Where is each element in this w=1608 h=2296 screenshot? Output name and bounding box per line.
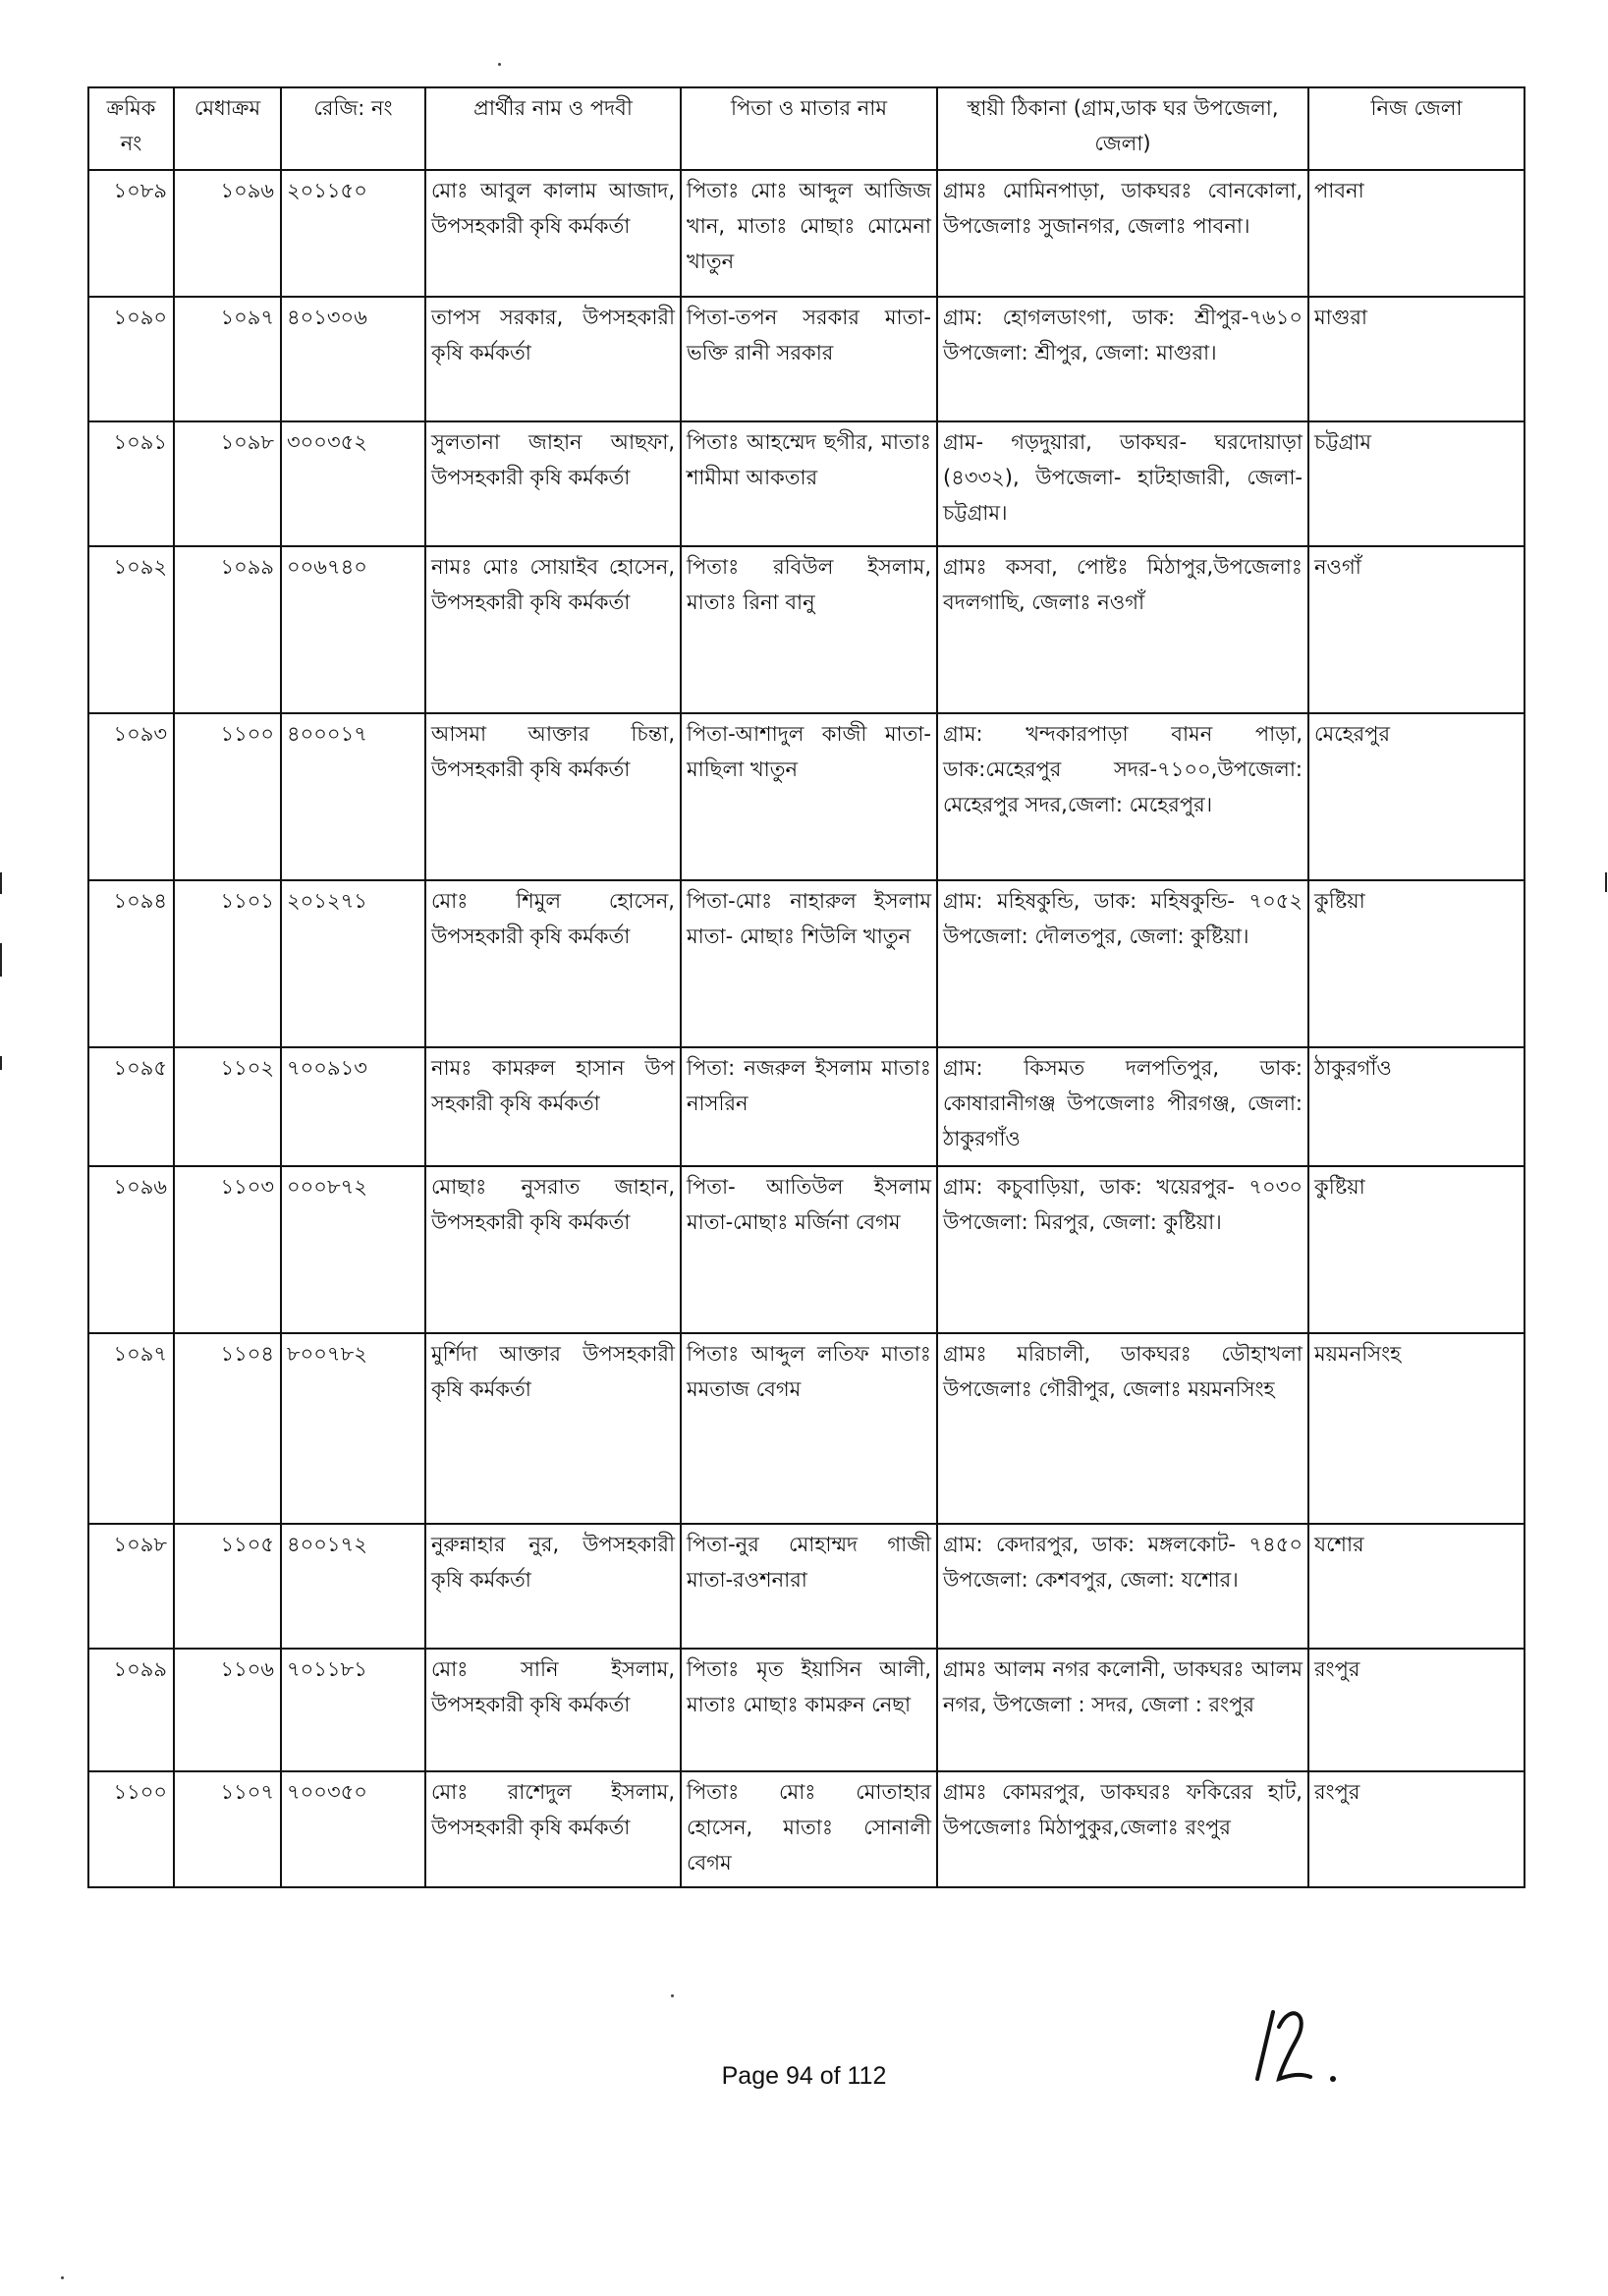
cell-home-district: রংপুর: [1308, 1771, 1525, 1887]
cell-name-designation: মোঃ রাশেদুল ইসলাম, উপসহকারী কৃষি কর্মকর্তা: [425, 1771, 681, 1887]
cell-reg-no: ৩০০৩৫২: [281, 421, 425, 546]
cell-name-designation: মোঃ আবুল কালাম আজাদ, উপসহকারী কৃষি কর্মকর্তা: [425, 170, 681, 297]
cell-reg-no: ৪০০০১৭: [281, 713, 425, 880]
cell-address: গ্রাম: কেদারপুর, ডাক: মঙ্গলকোট- ৭৪৫০ উপজেলা: কেশবপুর, জেলা: যশোর।: [937, 1524, 1308, 1649]
cell-serial: ১০৯২: [88, 546, 174, 713]
handwritten-initial-mark: [1240, 1992, 1358, 2091]
cell-name-designation: নুরুন্নাহার নুর, উপসহকারী কৃষি কর্মকর্তা: [425, 1524, 681, 1649]
cell-parents: পিতা-তপন সরকার মাতা- ভক্তি রানী সরকার: [681, 297, 937, 421]
cell-name-designation: নামঃ কামরুল হাসান উপ সহকারী কৃষি কর্মকর্তা: [425, 1047, 681, 1166]
cell-merit: ১১০১: [174, 880, 281, 1047]
cell-serial: ১০৮৯: [88, 170, 174, 297]
scan-edge-mark: [1605, 872, 1607, 892]
cell-address: গ্রাম- গড়দুয়ারা, ডাকঘর- ঘরদোয়াড়া (৪৩৩২), উপজেলা- হাটহাজারী, জেলা- চট্টগ্রাম।: [937, 421, 1308, 546]
cell-home-district: চট্টগ্রাম: [1308, 421, 1525, 546]
cell-address: গ্রাম: কচুবাড়িয়া, ডাক: খয়েরপুর- ৭০৩০ উপজেলা: মিরপুর, জেলা: কুষ্টিয়া।: [937, 1166, 1308, 1333]
cell-merit: ১০৯৯: [174, 546, 281, 713]
cell-merit: ১১০০: [174, 713, 281, 880]
cell-home-district: যশোর: [1308, 1524, 1525, 1649]
cell-reg-no: ৭০১১৮১: [281, 1649, 425, 1771]
cell-parents: পিতা-মোঃ নাহারুল ইসলাম মাতা- মোছাঃ শিউলি খাতুন: [681, 880, 937, 1047]
cell-merit: ১১০৫: [174, 1524, 281, 1649]
cell-address: গ্রাম: মহিষকুন্ডি, ডাক: মহিষকুন্ডি- ৭০৫২ উপজেলা: দৌলতপুর, জেলা: কুষ্টিয়া।: [937, 880, 1308, 1047]
cell-parents: পিতা-নুর মোহাম্মদ গাজী মাতা-রওশনারা: [681, 1524, 937, 1649]
header-name-designation: প্রার্থীর নাম ও পদবী: [425, 87, 681, 170]
cell-name-designation: সুলতানা জাহান আছফা, উপসহকারী কৃষি কর্মকর্তা: [425, 421, 681, 546]
cell-reg-no: ৮০০৭৮২: [281, 1333, 425, 1524]
cell-reg-no: ২০১২৭১: [281, 880, 425, 1047]
cell-home-district: ময়মনসিংহ: [1308, 1333, 1525, 1524]
scan-speck: [498, 63, 501, 66]
cell-reg-no: ৭০০৯১৩: [281, 1047, 425, 1166]
header-serial: ক্রমিক নং: [88, 87, 174, 170]
cell-parents: পিতাঃ মৃত ইয়াসিন আলী, মাতাঃ মোছাঃ কামরুন নেছা: [681, 1649, 937, 1771]
cell-address: গ্রামঃ আলম নগর কলোনী, ডাকঘরঃ আলম নগর, উপজেলা : সদর, জেলা : রংপুর: [937, 1649, 1308, 1771]
cell-home-district: রংপুর: [1308, 1649, 1525, 1771]
cell-address: গ্রামঃ মরিচালী, ডাকঘরঃ ডৌহাখলা উপজেলাঃ গৌরীপুর, জেলাঃ ময়মনসিংহ: [937, 1333, 1308, 1524]
cell-parents: পিতাঃ আব্দুল লতিফ মাতাঃ মমতাজ বেগম: [681, 1333, 937, 1524]
cell-parents: পিতাঃ মোঃ মোতাহার হোসেন, মাতাঃ সোনালী বেগম: [681, 1771, 937, 1887]
cell-name-designation: মোছাঃ নুসরাত জাহান, উপসহকারী কৃষি কর্মকর্তা: [425, 1166, 681, 1333]
scan-speck: [61, 2276, 64, 2279]
table-row: [88, 1047, 1525, 1166]
cell-merit: ১১০২: [174, 1047, 281, 1166]
cell-serial: ১০৯১: [88, 421, 174, 546]
cell-address: গ্রাম: কিসমত দলপতিপুর, ডাক: কোষারানীগঞ্জ উপজেলাঃ পীরগঞ্জ, জেলা: ঠাকুরগাঁও: [937, 1047, 1308, 1166]
cell-serial: ১০৯৪: [88, 880, 174, 1047]
table-row: [88, 1166, 1525, 1333]
cell-serial: ১০৯৭: [88, 1333, 174, 1524]
cell-address: গ্রামঃ কসবা, পোষ্টঃ মিঠাপুর,উপজেলাঃ বদলগাছি, জেলাঃ নওগাঁ: [937, 546, 1308, 713]
table-row: [88, 1333, 1525, 1524]
applicant-table: [87, 86, 1525, 1888]
table-row: [88, 297, 1525, 421]
cell-name-designation: তাপস সরকার, উপসহকারী কৃষি কর্মকর্তা: [425, 297, 681, 421]
cell-name-designation: নামঃ মোঃ সোয়াইব হোসেন, উপসহকারী কৃষি কর্মকর্তা: [425, 546, 681, 713]
cell-home-district: নওগাঁ: [1308, 546, 1525, 713]
cell-home-district: মেহেরপুর: [1308, 713, 1525, 880]
scan-edge-mark: [0, 943, 2, 977]
cell-serial: ১০৯৫: [88, 1047, 174, 1166]
scan-edge-mark: [0, 872, 2, 894]
table-row: [88, 880, 1525, 1047]
footer-page-number: Page 94 of 112: [721, 2062, 887, 2090]
table-row: [88, 1649, 1525, 1771]
cell-reg-no: ০০০৮৭২: [281, 1166, 425, 1333]
cell-serial: ১০৯৯: [88, 1649, 174, 1771]
cell-merit: ১১০৭: [174, 1771, 281, 1887]
header-reg-no: রেজি: নং: [281, 87, 425, 170]
cell-name-designation: মোঃ সানি ইসলাম, উপসহকারী কৃষি কর্মকর্তা: [425, 1649, 681, 1771]
cell-reg-no: ৭০০৩৫০: [281, 1771, 425, 1887]
cell-reg-no: ০০৬৭৪০: [281, 546, 425, 713]
cell-reg-no: ২০১১৫০: [281, 170, 425, 297]
cell-parents: পিতাঃ রবিউল ইসলাম, মাতাঃ রিনা বানু: [681, 546, 937, 713]
table-row: [88, 546, 1525, 713]
header-home-district: নিজ জেলা: [1308, 87, 1525, 170]
cell-merit: ১০৯৬: [174, 170, 281, 297]
scan-speck: [671, 1994, 674, 1997]
header-parents: পিতা ও মাতার নাম: [681, 87, 937, 170]
cell-reg-no: ৪০১৩০৬: [281, 297, 425, 421]
cell-parents: পিতাঃ মোঃ আব্দুল আজিজ খান, মাতাঃ মোছাঃ মোমেনা খাতুন: [681, 170, 937, 297]
cell-home-district: পাবনা: [1308, 170, 1525, 297]
cell-home-district: কুষ্টিয়া: [1308, 1166, 1525, 1333]
scan-edge-mark: [0, 1056, 2, 1070]
table-row: [88, 170, 1525, 297]
applicant-list: [87, 86, 1524, 1888]
cell-merit: ১০৯৮: [174, 421, 281, 546]
cell-merit: ১০৯৭: [174, 297, 281, 421]
header-merit: মেধাক্রম: [174, 87, 281, 170]
cell-home-district: মাগুরা: [1308, 297, 1525, 421]
cell-serial: ১০৯০: [88, 297, 174, 421]
cell-serial: ১১০০: [88, 1771, 174, 1887]
cell-address: গ্রামঃ কোমরপুর, ডাকঘরঃ ফকিরের হাট, উপজেলাঃ মিঠাপুকুর,জেলাঃ রংপুর: [937, 1771, 1308, 1887]
cell-merit: ১১০৪: [174, 1333, 281, 1524]
header-address: স্থায়ী ঠিকানা (গ্রাম,ডাক ঘর উপজেলা, জেলা): [937, 87, 1308, 170]
table-header-row: [88, 87, 1525, 170]
cell-address: গ্রাম: হোগলডাংগা, ডাক: শ্রীপুর-৭৬১০ উপজেলা: শ্রীপুর, জেলা: মাগুরা।: [937, 297, 1308, 421]
cell-address: গ্রামঃ মোমিনপাড়া, ডাকঘরঃ বোনকোলা, উপজেলাঃ সুজানগর, জেলাঃ পাবনা।: [937, 170, 1308, 297]
cell-name-designation: মোঃ শিমুল হোসেন, উপসহকারী কৃষি কর্মকর্তা: [425, 880, 681, 1047]
cell-home-district: ঠাকুরগাঁও: [1308, 1047, 1525, 1166]
cell-address: গ্রাম: খন্দকারপাড়া বামন পাড়া, ডাক:মেহেরপুর সদর-৭১০০,উপজেলা: মেহেরপুর সদর,জেলা: মেহেরপুর।: [937, 713, 1308, 880]
cell-merit: ১১০৩: [174, 1166, 281, 1333]
cell-parents: পিতা-আশাদুল কাজী মাতা- মাছিলা খাতুন: [681, 713, 937, 880]
table-row: [88, 713, 1525, 880]
cell-serial: ১০৯৩: [88, 713, 174, 880]
cell-parents: পিতাঃ আহম্মেদ ছগীর, মাতাঃ শামীমা আকতার: [681, 421, 937, 546]
cell-serial: ১০৯৮: [88, 1524, 174, 1649]
cell-parents: পিতা: নজরুল ইসলাম মাতাঃ নাসরিন: [681, 1047, 937, 1166]
table-row: [88, 421, 1525, 546]
cell-reg-no: ৪০০১৭২: [281, 1524, 425, 1649]
cell-merit: ১১০৬: [174, 1649, 281, 1771]
cell-home-district: কুষ্টিয়া: [1308, 880, 1525, 1047]
cell-serial: ১০৯৬: [88, 1166, 174, 1333]
cell-parents: পিতা- আতিউল ইসলাম মাতা-মোছাঃ মর্জিনা বেগম: [681, 1166, 937, 1333]
cell-name-designation: মুর্শিদা আক্তার উপসহকারী কৃষি কর্মকর্তা: [425, 1333, 681, 1524]
table-row: [88, 1771, 1525, 1887]
table-row: [88, 1524, 1525, 1649]
cell-name-designation: আসমা আক্তার চিন্তা, উপসহকারী কৃষি কর্মকর্তা: [425, 713, 681, 880]
